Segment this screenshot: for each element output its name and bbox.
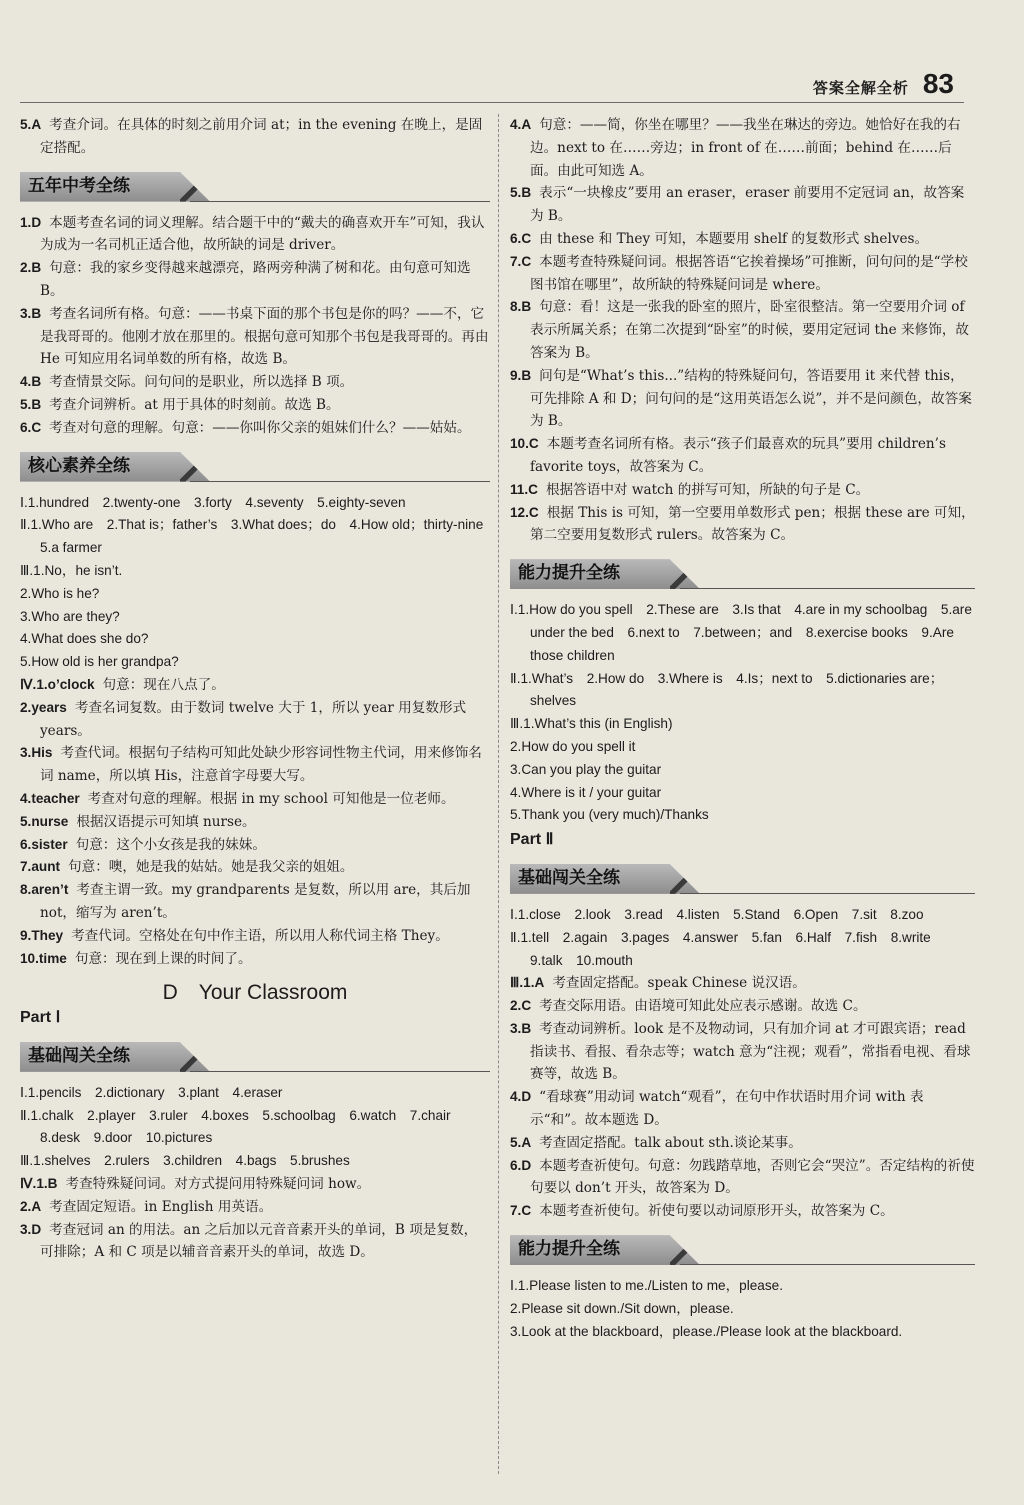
answer-text: 考查冠词 an 的用法。an 之后加以元音音素开头的单词，B 项是复数，可排除；A 和 C 项是以辅音音素开头的单词，故选 D。 [40,1221,478,1261]
answer-item [510,1132,975,1155]
answer-number: 2.C [510,998,532,1014]
answer-line: 5.How old is her grandpa? [20,654,179,670]
answer-line: Ⅱ.1.tell 2.again 3.pages 4.answer 5.fan 6.Half 7.fish 8.write 9.talk 10.mouth [510,929,945,968]
answer-number: 7.aunt [20,859,61,875]
section-heading [20,450,490,484]
answer-number: 3.B [20,305,42,321]
answer-number: 9.B [510,367,532,383]
answer-number: 7.C [510,253,532,269]
section-heading [510,557,975,591]
left-column [20,114,497,1264]
answer-line: 3.Look at the blackboard，please./Please look at the blackboard. [510,1323,903,1339]
header-title: 答案全解全析 [812,79,909,97]
section-heading [20,1040,490,1074]
answer-number: 5.A [510,1134,532,1150]
section-heading [510,862,975,896]
answer-line: 3.Can you play the guitar [510,761,662,777]
answer-text: 考查名词复数。由于数词 twelve 大于 1，所以 year 用复数形式 years。 [40,699,467,739]
answer-number: 7.C [510,1203,532,1219]
answer-text: 考查固定短语。in English 用英语。 [49,1198,273,1215]
answer-number: 3.D [20,1221,42,1237]
answer-line: Ⅲ.1.No，he isn’t. [20,562,123,578]
answer-number: 9.They [20,927,64,943]
answer-item [510,972,975,995]
answer-text: 考查介词辨析。at 用于具体的时刻前。故选 B。 [49,396,340,413]
section-title: 基础闯关全练 [518,867,620,888]
answer-number: 11.C [510,481,538,497]
answer-line: Ⅰ.1.close 2.look 3.read 4.listen 5.Stand 6.Open 7.sit 8.zoo [510,906,924,922]
answer-item [20,114,490,160]
answer-number: 12.C [510,504,539,520]
answer-text: 句意：——简，你坐在哪里？——我坐在琳达的旁边。她恰好在我的右边。next to 在……旁边；in front of 在……前面；behind 在……后面。由此可知选 A。 [530,117,961,179]
answer-item [510,479,975,502]
answer-item [510,365,975,433]
answer-item [20,834,490,857]
section-title: 能力提升全练 [518,563,620,584]
page-header [813,68,954,100]
answer-line: Ⅰ.1.pencils 2.dictionary 3.plant 4.eraser [20,1084,283,1100]
answer-line: Ⅰ.1.Please listen to me./Listen to me，please. [510,1278,784,1294]
answer-number: 5.B [510,185,532,201]
answer-number: 6.C [510,230,532,246]
answer-item [20,394,490,417]
answer-text: 问句是“What’s this...”结构的特殊疑问句，答语要用 it 来代替 this，可先排除 A 和 D；问句问的是“这用英语怎么说”，并不是问颜色，故答案为 B。 [530,367,972,430]
answer-item [510,296,975,364]
answer-line: 4.What does she do? [20,631,149,647]
answer-number: 8.B [510,299,532,315]
answer-number: Ⅳ.1.B [20,1176,58,1192]
answer-item [20,697,490,743]
answer-text: 考查对句意的理解。根据 in my school 可知他是一位老师。 [87,790,455,807]
answer-text: 考查交际用语。由语境可知此处应表示感谢。故选 C。 [539,998,867,1015]
answer-line: Ⅱ.1.What’s 2.How do 3.Where is 4.Is；next to 5.dictionaries are；shelves [510,670,944,709]
answer-number: 3.His [20,745,53,761]
answer-item [510,1155,975,1201]
answer-item [20,788,490,811]
answer-item [20,925,490,948]
answer-number: 4.A [510,117,532,132]
answer-item [20,811,490,834]
answer-item [510,995,975,1018]
answer-line: 3.Who are they? [20,608,120,624]
answer-number: 4.teacher [20,790,80,806]
answer-text: 考查固定搭配。talk about sth.谈论某事。 [539,1134,802,1151]
answer-item [510,251,975,297]
answer-text: 本题考查祈使句。句意：勿践踏草地，否则它会“哭泣”。否定结构的祈使句要以 don’t 开头，故答案为 D。 [530,1157,975,1197]
answer-text: 根据答语中对 watch 的拼写可知，所缺的句子是 C。 [545,481,870,498]
section-heading [510,1233,975,1267]
answer-item [510,182,975,228]
answer-text: 表示“一块橡皮”要用 an eraser，eraser 前要用不定冠词 an，故答案为 B。 [530,185,965,225]
answer-item [510,433,975,479]
answer-item [20,1196,490,1219]
answer-text: 句意：现在八点了。 [102,676,225,693]
unit-title: D Your Classroom [162,981,348,1005]
answer-line: Ⅰ.1.How do you spell 2.These are 3.Is that 4.are in my schoolbag 5.are under the bed 6.next to 7.between；and 8.exercise books 9.Are those children [510,602,972,663]
answer-text: 考查介词。在具体的时刻之前用介词 at；in the evening 在晚上，是固定搭配。 [40,117,483,156]
answer-number: 6.D [510,1157,532,1173]
answer-item [20,879,490,925]
answer-number: 6.sister [20,836,68,852]
right-column [510,114,975,1343]
answer-item [20,371,490,394]
answer-item [20,417,490,440]
answer-item [510,1200,975,1223]
header-rule [20,102,964,103]
answer-text: 考查代词。空格处在句中作主语，所以用人称代词主格 They。 [71,927,449,944]
answer-item [20,674,490,697]
section-title: 五年中考全练 [28,175,130,196]
answer-line: Ⅲ.1.shelves 2.rulers 3.children 4.bags 5.brushes [20,1153,350,1169]
answer-line: 5.Thank you (very much)/Thanks [510,807,709,823]
answer-text: 本题考查特殊疑问词。根据答语“它挨着操场”可推断，问句问的是“学校图书馆在哪里”，故所缺的特殊疑问词是 where。 [530,253,968,293]
answer-text: 句意：现在到上课的时间了。 [74,950,252,967]
answer-number: 6.C [20,419,42,435]
answer-text: 句意：这个小女孩是我的妹妹。 [75,836,266,853]
answer-number: 10.C [510,436,539,452]
answer-line: 2.How do you spell it [510,738,636,754]
answer-item [510,502,975,548]
answer-number: 3.B [510,1020,532,1036]
answer-text: 句意：我的家乡变得越来越漂亮，路两旁种满了树和花。由句意可知选 B。 [40,260,471,299]
answer-item [20,303,490,371]
answer-text: 由 these 和 They 可知，本题要用 shelf 的复数形式 shelves。 [539,230,929,247]
answer-number: 2.B [20,260,42,276]
answer-item [20,1219,490,1265]
answer-line: 2.Who is he? [20,585,100,601]
answer-line: Ⅰ.1.hundred 2.twenty-one 3.forty 4.seventy 5.eighty-seven [20,494,406,510]
answer-number: Ⅲ.1.A [510,975,545,991]
answer-text: 考查代词。根据句子结构可知此处缺少形容词性物主代词，用来修饰名词 name，所以填 His，注意首字母要大写。 [40,745,482,785]
answer-number: 4.D [510,1089,532,1105]
answer-text: 考查固定搭配。speak Chinese 说汉语。 [552,975,806,992]
section-heading [20,170,490,204]
answer-number: 2.years [20,699,67,715]
answer-item [510,1018,975,1086]
answer-text: 考查对句意的理解。句意：——你叫你父亲的姐妹们什么？——姑姑。 [49,419,471,436]
answer-item [20,257,490,303]
answer-item [20,742,490,788]
answer-number: 1.D [20,214,42,230]
answer-text: 本题考查名词所有格。表示“孩子们最喜欢的玩具”要用 children’s favorite toys，故答案为 C。 [530,436,946,475]
answer-text: 考查特殊疑问词。对方式提问用特殊疑问词 how。 [65,1176,371,1193]
answer-item [20,1173,490,1196]
answer-item [20,212,490,258]
answer-item [510,1086,975,1132]
answer-line: Ⅱ.1.Who are 2.That is；father’s 3.What does；do 4.How old；thirty-nine 5.a farmer [20,517,497,556]
answer-text: 考查名词所有格。句意：——书桌下面的那个书包是你的吗？——不，它是我哥哥的。他刚才放在那里的。根据句意可知那个书包是我哥哥的。再由 He 可知应用名词单数的所有格，故选 B。 [40,305,489,368]
answer-line: 4.Where is it / your guitar [510,784,662,800]
answer-number: 5.A [20,117,42,132]
answer-line: Ⅲ.1.What’s this (in English) [510,716,673,732]
answer-text: 考查主谓一致。my grandparents 是复数，所以用 are，其后加 not，缩写为 aren’t。 [40,882,471,921]
answer-number: 10.time [20,950,67,966]
answer-number: 2.A [20,1198,42,1214]
answer-item [20,948,490,971]
part-label: Part Ⅱ [510,831,554,849]
answer-text: 考查情景交际。问句问的是职业，所以选择 B 项。 [49,374,354,391]
answer-text: 本题考查祈使句。祈使句要以动词原形开头，故答案为 C。 [539,1203,894,1220]
answer-text: 根据汉语提示可知填 nurse。 [76,813,256,830]
answer-item [510,228,975,251]
section-title: 基础闯关全练 [28,1045,130,1066]
answer-number: 8.aren’t [20,882,69,898]
answer-item [510,114,975,182]
answer-number: 5.nurse [20,813,69,829]
answer-line: Ⅱ.1.chalk 2.player 3.ruler 4.boxes 5.schoolbag 6.watch 7.chair 8.desk 9.door 10.pictures [20,1107,465,1146]
answer-number: 5.B [20,396,42,412]
answer-text: 句意：看！这是一张我的卧室的照片，卧室很整洁。第一空要用介词 of 表示所属关系；在第二次提到“卧室”的时候，要用定冠词 the 来修饰，故答案为 B。 [530,299,970,361]
answer-number: 4.B [20,374,42,390]
answer-text: “看球赛”用动词 watch“观看”，在句中作状语时用介词 with 表示“和”。故本题选 D。 [530,1089,924,1129]
answer-text: 句意：噢，她是我的姑姑。她是我父亲的姐姐。 [68,859,354,876]
part-label: Part Ⅰ [20,1009,61,1027]
answer-item [20,856,490,879]
section-title: 能力提升全练 [518,1239,620,1260]
answer-line: 2.Please sit down./Sit down，please. [510,1300,734,1316]
section-title: 核心素养全练 [28,455,130,476]
column-divider [498,114,499,1474]
answer-text: 本题考查名词的词义理解。结合题干中的“戴夫的确喜欢开车”可知，我认为成为一名司机正适合他，故所缺的词是 driver。 [40,214,485,254]
answer-text: 考查动词辨析。look 是不及物动词，只有加介词 at 才可跟宾语；read 指读书、看报、看杂志等；watch 意为“注视；观看”，常指看电视、看球赛等，故选 B。 [530,1020,971,1083]
answer-number: Ⅳ.1.o’clock [20,676,95,692]
page-number: 83 [922,68,954,99]
answer-text: 根据 This is 可知，第一空要用单数形式 pen；根据 these are 可知，第二空要用复数形式 rulers。故答案为 C。 [530,504,975,544]
